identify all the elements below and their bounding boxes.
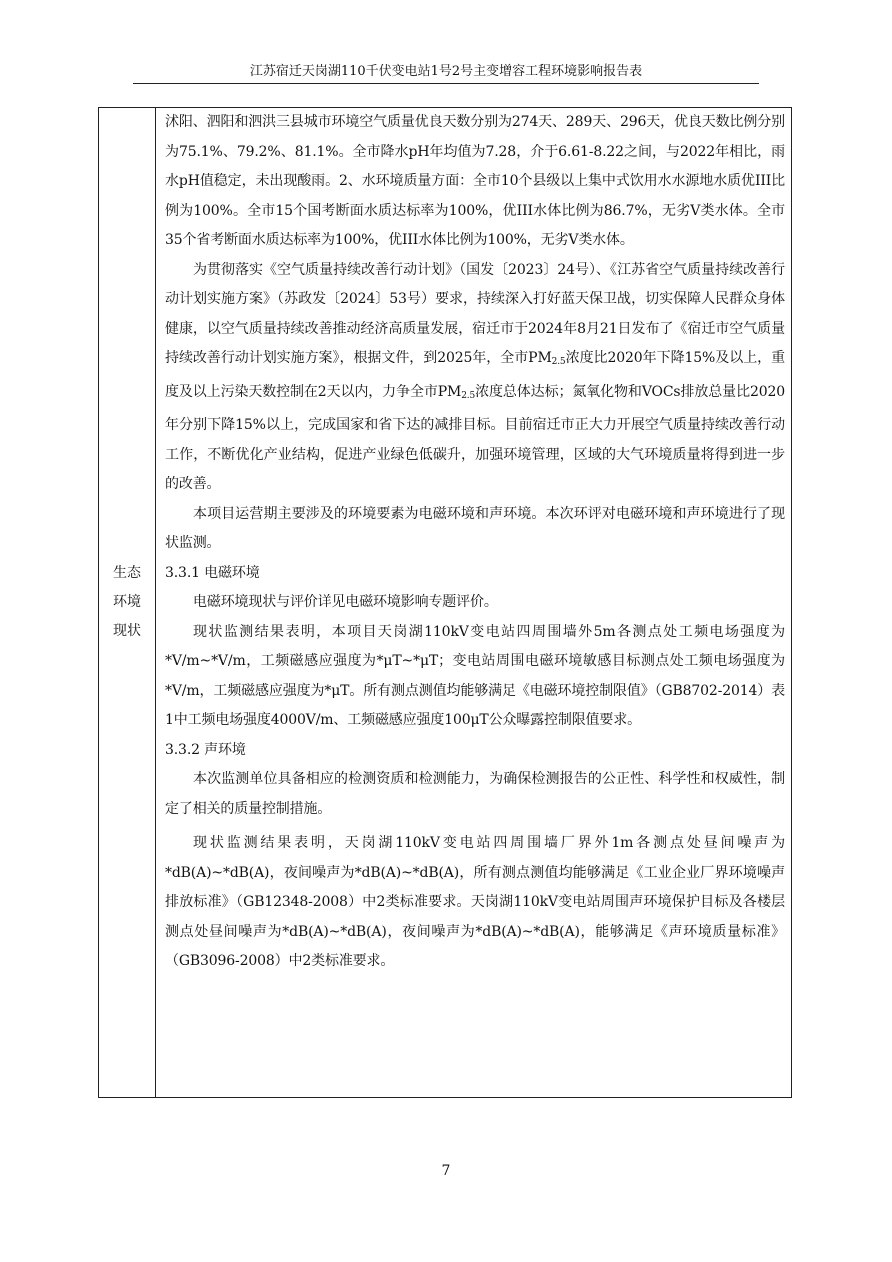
page-number: 7 — [441, 1163, 451, 1179]
pm-subscript-2: 2.5 — [461, 390, 476, 401]
header-title: 江苏宿迁天岗湖110千伏变电站1号2号主变增容工程环境影响报告表 — [249, 64, 643, 79]
content-cell — [165, 108, 785, 977]
pm-subscript-1: 2.5 — [551, 357, 566, 367]
document-header — [133, 62, 759, 84]
paragraph-em-results: 现状监测结果表明，本项目天岗湖110kV变电站四周围墙外5m各测点处工频电场强度为*V/m~*V/m，工频磁感应强度为*μT~*μT；变电站周围电磁环境敏感目标测点处工频电场强度为*V/m，工频磁感应强度为*μT。所有测点测值均能够满足《电磁环境控制限值》（GB8702-2014）表1中工频电场强度4000V/m、工频磁感应强度100μT公众曝露控制限值要求。 — [165, 623, 785, 728]
paragraph-air-action-plan-part-a: 为贯彻落实《空气质量持续改善行动计划》（国发〔2023〕24号）、《江苏省空气质量持续改善行动计划实施方案》（苏政发〔2024〕53号）要求，持续深入打好蓝天保卫战，切实保障人民群众身体健康，以空气质量持续改善推动经济高质量发展，宿迁市于2024年8月21日发布了《宿迁市空气质量持续改善行动计划实施方案》，根据文件，到2025年，全市PM — [165, 261, 785, 366]
paragraph-noise-results: 现状监测结果表明，天岗湖110kV变电站四周围墙厂界外1m各测点处昼间噪声为*dB(A)~*dB(A)，夜间噪声为*dB(A)~*dB(A)，所有测点测值均能够满足《工业企业厂界环境噪声排放标准》（GB12348-2008）中2类标准要求。天岗湖110kV变电站周围声环境保护目标及各楼层测点处昼间噪声为*dB(A)~*dB(A)，夜间噪声为*dB(A)~*dB(A)，能够满足《声环境质量标准》（GB3096-2008）中2类标准要求。 — [165, 835, 785, 969]
paragraph-operation-elements: 本项目运营期主要涉及的环境要素为电磁环境和声环境。本次环评对电磁环境和声环境进行了现状监测。 — [165, 505, 785, 551]
row-label: 生态环境现状 — [113, 565, 141, 639]
section-heading-acoustic: 3.3.2 声环境 — [165, 741, 246, 758]
section-heading-electromagnetic: 3.3.1 电磁环境 — [165, 564, 260, 581]
row-label-cell — [99, 108, 156, 1097]
paragraph-air-action-plan — [165, 256, 785, 500]
paragraph-qc-measures: 本次监测单位具备相应的检测资质和检测能力，为确保检测报告的公正性、科学性和权威性，制定了相关的质量控制措施。 — [165, 771, 785, 817]
paragraph-air-water-quality: 沭阳、泗阳和泗洪三县城市环境空气质量优良天数分别为274天、289天、296天，优良天数比例分别为75.1%、79.2%、81.1%。全市降水pH年均值为7.28，介于6.61-8.22之间，与2022年相比，雨水pH值稳定，未出现酸雨。2、水环境质量方面：全市10个县级以上集中式饮用水水源地水质优III比例为100%。全市15个国考断面水质达标率为100%，优III水体比例为86.7%，无劣V类水体。全市35个省考断面水质达标率为100%，优III水体比例为100%，无劣V类水体。 — [165, 114, 785, 248]
paragraph-air-action-plan-part-b: 浓度比2020年下降15%及以上，重度及以上污染天数控制在2天以内，力争全市PM — [165, 350, 785, 400]
paragraph-air-action-plan-part-c: 浓度总体达标；氮氧化物和VOCs排放总量比2020年分别下降15%以上，完成国家和省下达的减排目标。目前宿迁市正大力开展空气质量持续改善行动工作，不断优化产业结构，促进产业绿色低碳升，加强环境管理，区域的大气环境质量将得到进一步的改善。 — [165, 383, 785, 492]
content-table — [98, 107, 792, 1098]
paragraph-em-reference: 电磁环境现状与评价详见电磁环境影响专题评价。 — [193, 594, 498, 610]
